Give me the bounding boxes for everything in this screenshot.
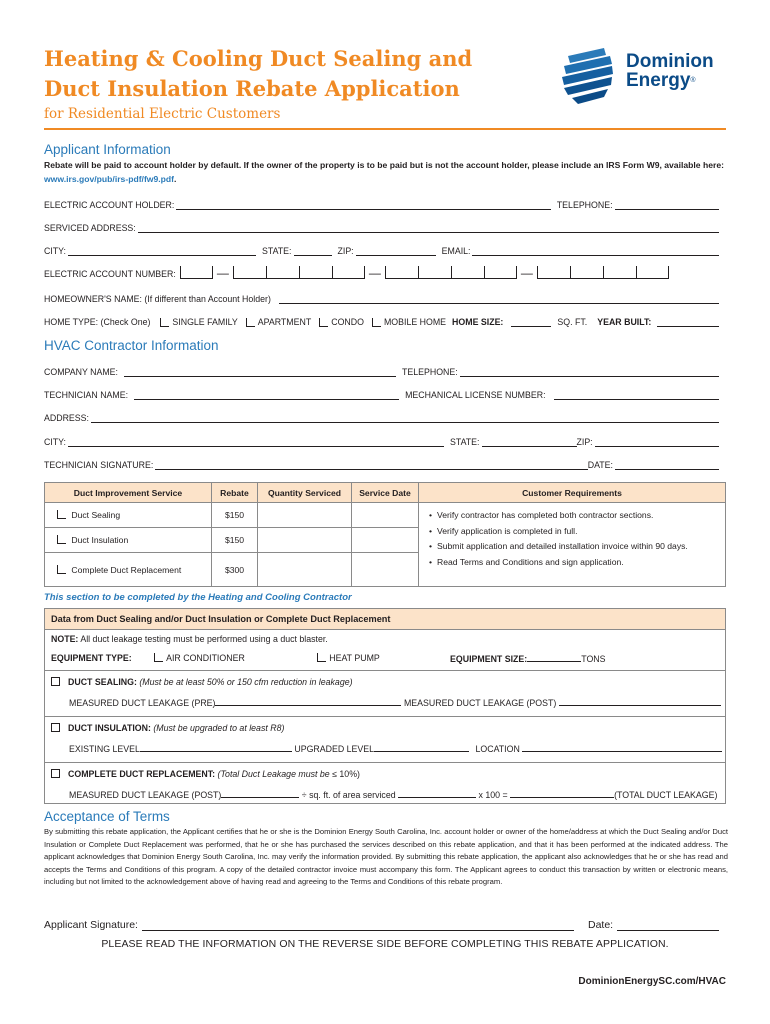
heat-pump-label: HEAT PUMP xyxy=(329,653,380,663)
replacement-calculation-row xyxy=(69,789,717,800)
homeowner-name-row xyxy=(44,290,719,304)
quantity-serviced-field[interactable] xyxy=(258,553,352,587)
equipment-type-row xyxy=(51,653,380,663)
account-number-label: ELECTRIC ACCOUNT NUMBER: xyxy=(44,269,176,279)
duct-insulation-row xyxy=(51,723,284,733)
account-holder-field[interactable] xyxy=(176,200,550,210)
duct-sealing-checkbox[interactable] xyxy=(57,510,66,519)
service-name: Duct Insulation xyxy=(71,535,129,545)
requirement-item: • Verify contractor has completed both contractor sections. xyxy=(427,508,717,524)
state-field[interactable] xyxy=(294,246,332,256)
sq-ft-label: SQ. FT. xyxy=(557,317,588,327)
duct-sealing-data-checkbox[interactable] xyxy=(51,677,60,686)
duct-blaster-note: NOTE: All duct leakage testing must be performed using a duct blaster. xyxy=(51,634,328,644)
contractor-city-row xyxy=(44,433,719,447)
applicant-signature-label: Applicant Signature: xyxy=(44,919,138,931)
equipment-size-field[interactable] xyxy=(527,653,581,662)
complete-replacement-data-checkbox[interactable] xyxy=(51,769,60,778)
complete-replacement-row xyxy=(51,769,360,779)
col-header-date: Service Date xyxy=(352,483,419,503)
contractor-section-note: This section to be completed by the Heating and Cooling Contractor xyxy=(44,592,352,603)
rebate-table-header xyxy=(45,483,726,503)
requirement-item: • Read Terms and Conditions and sign application. xyxy=(427,555,717,571)
reverse-side-notice: PLEASE READ THE INFORMATION ON THE REVERSE SIDE BEFORE COMPLETING THIS REBATE APPLICATION. xyxy=(101,938,669,950)
air-conditioner-label: AIR CONDITIONER xyxy=(166,653,245,663)
service-date-field[interactable] xyxy=(352,503,419,528)
applicant-signature-row xyxy=(44,915,719,931)
duct-sealing-requirement: (Must be at least 50% or 150 cfm reduction in leakage) xyxy=(136,677,353,687)
technician-name-row xyxy=(44,386,719,400)
city-field[interactable] xyxy=(68,246,256,256)
existing-level-label: EXISTING LEVEL xyxy=(69,744,140,754)
divide-sqft-label: ÷ sq. ft. of area serviced xyxy=(301,790,396,800)
leakage-limit: ≤ 10%) xyxy=(332,769,360,779)
title-line-2: Duct Insulation Rebate Application xyxy=(44,76,460,101)
location-field[interactable] xyxy=(522,743,722,752)
irs-w9-link[interactable]: www.irs.gov/pub/irs-pdf/fw9.pdf xyxy=(44,174,175,184)
quantity-serviced-field[interactable] xyxy=(258,503,352,528)
logo-wordmark xyxy=(626,52,714,90)
contractor-zip-field[interactable] xyxy=(595,437,719,447)
header-divider xyxy=(44,128,726,130)
dominion-energy-logo xyxy=(560,46,735,108)
applicant-intro-text: Rebate will be paid to account holder by default. If the owner of the property is to be paid but is not the account holder, please include an IRS Form W9, available here: www.irs.gov/pub/irs-pdf/fw9.pdf. xyxy=(44,160,724,184)
contractor-address-row xyxy=(44,409,719,423)
contractor-telephone-label: TELEPHONE: xyxy=(401,367,458,377)
state-label: STATE: xyxy=(262,246,292,256)
company-name-field[interactable] xyxy=(124,367,396,377)
contractor-zip-label: ZIP: xyxy=(576,437,593,447)
condo-label: CONDO xyxy=(331,317,364,327)
upgraded-level-label: UPGRADED LEVEL xyxy=(294,744,375,754)
account-holder-row xyxy=(44,196,719,210)
col-header-requirements: Customer Requirements xyxy=(419,483,726,503)
account-number-field[interactable]: — — — xyxy=(178,266,669,279)
technician-signature-field[interactable] xyxy=(155,460,587,470)
email-label: EMAIL: xyxy=(441,246,471,256)
rebate-amount: $150 xyxy=(212,528,258,553)
air-conditioner-checkbox[interactable] xyxy=(154,653,163,662)
complete-replacement-checkbox[interactable] xyxy=(57,565,66,574)
zip-field[interactable] xyxy=(356,246,436,256)
duct-insulation-checkbox[interactable] xyxy=(57,535,66,544)
technician-signature-row xyxy=(44,456,719,470)
city-label: CITY: xyxy=(44,246,66,256)
serviced-address-label: SERVICED ADDRESS: xyxy=(44,223,136,233)
telephone-field[interactable] xyxy=(615,200,719,210)
account-number-row xyxy=(44,262,719,279)
home-type-row xyxy=(44,313,719,327)
logo-line-1: Dominion xyxy=(626,51,714,72)
condo-checkbox[interactable] xyxy=(319,318,328,327)
mechanical-license-label: MECHANICAL LICENSE NUMBER: xyxy=(405,390,546,400)
col-header-rebate: Rebate xyxy=(212,483,258,503)
contractor-date-field[interactable] xyxy=(615,460,719,470)
form-subtitle: for Residential Electric Customers xyxy=(44,106,281,122)
telephone-label: TELEPHONE: xyxy=(556,200,613,210)
sqft-serviced-field[interactable] xyxy=(398,789,476,798)
col-header-quantity: Quantity Serviced xyxy=(258,483,352,503)
equipment-size-label: EQUIPMENT SIZE: xyxy=(450,654,528,664)
home-size-field[interactable] xyxy=(511,317,551,327)
col-header-service: Duct Improvement Service xyxy=(45,483,212,503)
section-divider xyxy=(45,762,725,763)
measured-post-label: MEASURED DUCT LEAKAGE (POST) xyxy=(69,790,222,800)
contractor-state-label: STATE: xyxy=(450,437,480,447)
service-name: Duct Sealing xyxy=(71,510,121,520)
logo-swoosh-icon xyxy=(560,46,620,108)
serviced-address-field[interactable] xyxy=(138,223,719,233)
complete-replacement-requirement: (Total Duct Leakage must be xyxy=(215,769,333,779)
home-type-label: HOME TYPE: (Check One) xyxy=(44,317,151,327)
terms-body: By submitting this rebate application, the Applicant certifies that he or she is the Dominion Energy South Carolina, Inc. account holder or owner of the home/address at which the Duct Sealing and/or Duct Insulation or Complete Duct Replacement was performed, that he or she has purchased the services described on this rebate application, and that it has been performed at the indicated address. The applicant acknowledges that Dominion Energy South Carolina, Inc. may verify the information provided. By submitting this rebate application, the applicant also acknowledges that he or she has read and accepts the Terms and Conditions of this program. A copy of the detailed contractor invoice must accompany this form. The Applicant agrees to conduct this transaction by written or electronic means, including but not limited to the acknowledgement above of having read and agreeing to the Terms and Conditions of this rebate program. xyxy=(44,827,728,887)
existing-level-field[interactable] xyxy=(140,743,292,752)
single-family-label: SINGLE FAMILY xyxy=(172,317,238,327)
requirement-item: • Verify application is completed in full. xyxy=(427,524,717,540)
section-divider xyxy=(45,670,725,671)
apartment-label: APARTMENT xyxy=(257,317,312,327)
contractor-data-box xyxy=(44,608,726,804)
duct-sealing-label: DUCT SEALING: xyxy=(68,677,137,687)
zip-label: ZIP: xyxy=(337,246,354,256)
insulation-level-row xyxy=(69,743,722,754)
homeowner-name-label: HOMEOWNER'S NAME: (If different than Account Holder) xyxy=(44,294,271,304)
apartment-checkbox[interactable] xyxy=(246,318,255,327)
rebate-amount: $150 xyxy=(212,503,258,528)
contractor-address-field[interactable] xyxy=(91,413,719,423)
service-date-field[interactable] xyxy=(352,553,419,587)
contractor-city-field[interactable] xyxy=(68,437,444,447)
form-title xyxy=(44,44,472,104)
complete-replacement-label: COMPLETE DUCT REPLACEMENT: xyxy=(68,769,216,779)
rebate-table xyxy=(44,482,726,587)
customer-requirements xyxy=(419,503,726,587)
city-state-zip-row xyxy=(44,242,719,256)
account-holder-label: ELECTRIC ACCOUNT HOLDER: xyxy=(44,200,175,210)
leakage-pre-label: MEASURED DUCT LEAKAGE (PRE) xyxy=(69,698,216,708)
mechanical-license-field[interactable] xyxy=(554,390,719,400)
contractor-address-label: ADDRESS: xyxy=(44,413,89,423)
times-100-label: x 100 = xyxy=(478,790,508,800)
measured-post-field[interactable] xyxy=(221,789,299,798)
duct-sealing-row xyxy=(51,677,353,687)
leakage-measurement-row xyxy=(69,697,721,708)
duct-insulation-label: DUCT INSULATION: xyxy=(68,723,151,733)
contractor-city-label: CITY: xyxy=(44,437,66,447)
table-row xyxy=(45,503,726,528)
total-leakage-field[interactable] xyxy=(510,789,614,798)
requirement-item: • Submit application and detailed installation invoice within 90 days. xyxy=(427,539,717,555)
technician-name-field[interactable] xyxy=(134,390,399,400)
terms-heading: Acceptance of Terms xyxy=(44,809,170,824)
equipment-type-label: EQUIPMENT TYPE: xyxy=(51,653,132,663)
mobile-home-label: MOBILE HOME xyxy=(383,317,447,327)
equipment-size-row xyxy=(450,653,606,664)
year-built-field[interactable] xyxy=(657,317,719,327)
technician-name-label: TECHNICIAN NAME: xyxy=(44,390,129,400)
contractor-data-heading: Data from Duct Sealing and/or Duct Insulation or Complete Duct Replacement xyxy=(45,609,725,630)
technician-signature-label: TECHNICIAN SIGNATURE: xyxy=(44,460,154,470)
registered-mark: ® xyxy=(690,77,696,84)
home-size-label: HOME SIZE: xyxy=(452,317,504,327)
tons-label: TONS xyxy=(581,654,606,664)
applicant-signature-field[interactable] xyxy=(142,919,574,931)
year-built-label: YEAR BUILT: xyxy=(597,317,652,327)
rebate-amount: $300 xyxy=(212,553,258,587)
service-date-field[interactable] xyxy=(352,528,419,553)
company-name-row xyxy=(44,363,719,377)
leakage-post-field[interactable] xyxy=(559,697,721,706)
service-name: Complete Duct Replacement xyxy=(71,564,182,575)
section-divider xyxy=(45,716,725,717)
email-field[interactable] xyxy=(472,246,719,256)
applicant-date-field[interactable] xyxy=(617,919,719,931)
applicant-info-heading: Applicant Information xyxy=(44,142,171,157)
leakage-post-label: MEASURED DUCT LEAKAGE (POST) xyxy=(403,698,557,708)
duct-insulation-requirement: (Must be upgraded to at least R8) xyxy=(150,723,285,733)
program-url[interactable]: DominionEnergySC.com/HVAC xyxy=(578,976,726,987)
contractor-date-label: DATE: xyxy=(587,460,613,470)
mobile-home-checkbox[interactable] xyxy=(372,318,381,327)
heat-pump-checkbox[interactable] xyxy=(317,653,326,662)
duct-insulation-data-checkbox[interactable] xyxy=(51,723,60,732)
logo-line-2: Energy xyxy=(626,70,691,91)
leakage-pre-field[interactable] xyxy=(215,697,401,706)
applicant-date-label: Date: xyxy=(587,919,614,931)
company-name-label: COMPANY NAME: xyxy=(44,367,118,377)
contractor-telephone-field[interactable] xyxy=(460,367,719,377)
quantity-serviced-field[interactable] xyxy=(258,528,352,553)
title-line-1: Heating & Cooling Duct Sealing and xyxy=(44,46,473,71)
contractor-info-heading: HVAC Contractor Information xyxy=(44,338,219,353)
total-leakage-label: (TOTAL DUCT LEAKAGE) xyxy=(614,790,718,800)
upgraded-level-field[interactable] xyxy=(374,743,469,752)
homeowner-name-field[interactable] xyxy=(279,294,719,304)
serviced-address-row xyxy=(44,219,719,233)
single-family-checkbox[interactable] xyxy=(160,318,169,327)
contractor-state-field[interactable] xyxy=(482,437,577,447)
location-label: LOCATION xyxy=(475,744,520,754)
